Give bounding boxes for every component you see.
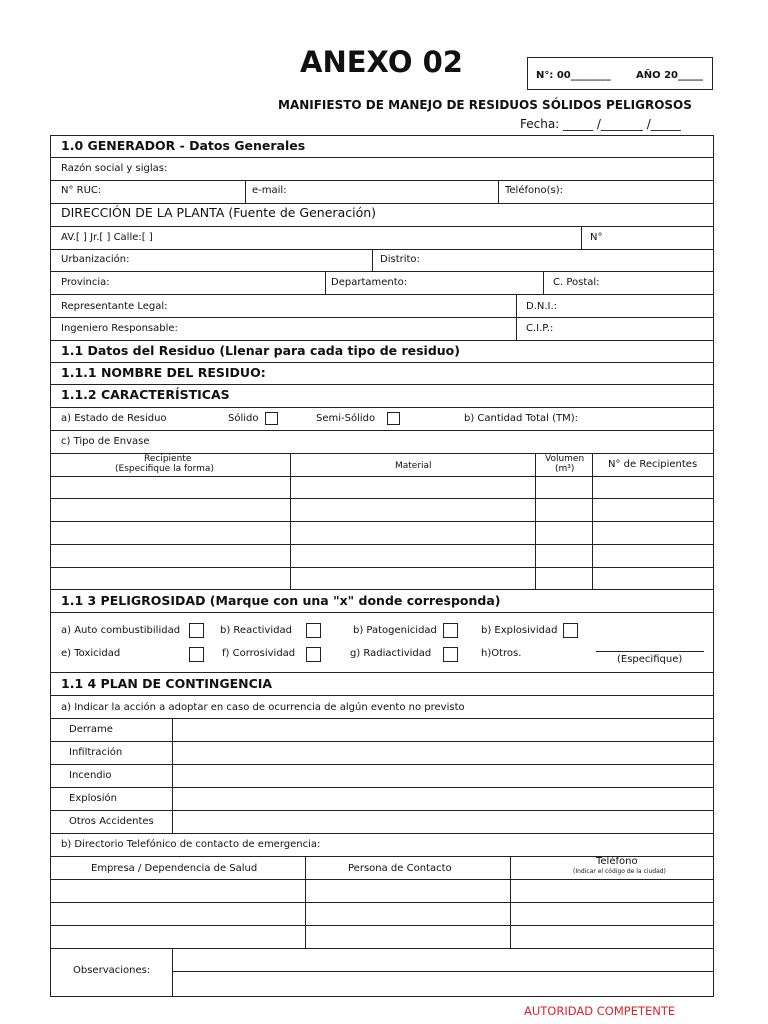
col-divider	[172, 948, 173, 997]
evento-infiltracion-field[interactable]	[174, 742, 712, 763]
postal-field[interactable]	[600, 272, 712, 293]
contacto-table-cell[interactable]	[52, 881, 303, 901]
col-header-telefono: Teléfono	[596, 856, 638, 867]
evento-otros-label: Otros Accidentes	[69, 816, 154, 827]
directorio-label: b) Directorio Telefónico de contacto de emergencia:	[61, 839, 321, 850]
provincia-field[interactable]	[110, 272, 323, 293]
departamento-label: Departamento:	[331, 277, 408, 288]
col-header-empresa: Empresa / Dependencia de Salud	[91, 863, 258, 874]
accion-label: a) Indicar la acción a adoptar en caso de ocurrencia de algún evento no previsto	[61, 702, 465, 713]
evento-derrame-label: Derrame	[69, 724, 113, 735]
estado-residuo-label: a) Estado de Residuo	[61, 413, 167, 424]
auto-combustibilidad-label: a) Auto combustibilidad	[61, 625, 181, 636]
col-divider	[510, 856, 511, 948]
auto-combustibilidad-checkbox[interactable]	[189, 623, 204, 638]
row-divider	[50, 362, 714, 363]
evento-explosion-label: Explosión	[69, 793, 117, 804]
row-divider	[50, 879, 714, 880]
row-divider	[50, 476, 714, 477]
nombre-residuo-field[interactable]	[285, 364, 712, 383]
evento-incendio-field[interactable]	[174, 765, 712, 786]
col-header-volumen-unit: (m³)	[555, 464, 575, 474]
col-header-persona: Persona de Contacto	[348, 863, 452, 874]
observaciones-field[interactable]	[174, 950, 712, 995]
corrosividad-checkbox[interactable]	[306, 647, 321, 662]
col-divider	[516, 294, 517, 340]
envase-table-cell[interactable]	[52, 478, 288, 497]
row-divider	[50, 567, 714, 568]
radiactividad-checkbox[interactable]	[443, 647, 458, 662]
cip-label: C.I.P.:	[526, 323, 554, 334]
peligrosidad-heading: 1.1 3 PELIGROSIDAD (Marque con una "x" donde corresponda)	[61, 593, 501, 608]
evento-incendio-label: Incendio	[69, 770, 112, 781]
representante-field[interactable]	[165, 295, 514, 316]
urbanizacion-field[interactable]	[130, 250, 370, 270]
corrosividad-label: f) Corrosividad	[222, 648, 296, 659]
direccion-heading: DIRECCIÓN DE LA PLANTA (Fuente de Generación)	[61, 205, 377, 220]
evento-derrame-field[interactable]	[174, 719, 712, 740]
row-divider	[50, 430, 714, 431]
row-divider	[50, 226, 714, 227]
row-divider	[50, 833, 714, 834]
semisolido-label: Semi-Sólido	[316, 413, 376, 424]
departamento-field[interactable]	[405, 272, 541, 293]
av-jr-calle-field[interactable]: AV.[ ] Jr.[ ] Calle:[ ]	[61, 232, 153, 243]
document-subtitle: MANIFIESTO DE MANEJO DE RESIDUOS SÓLIDOS PELIGROSOS	[278, 98, 692, 112]
telefonos-label: Teléfono(s):	[505, 185, 563, 196]
distrito-label: Distrito:	[380, 254, 420, 265]
numero-label: N°	[590, 232, 603, 243]
row-divider	[50, 925, 714, 926]
nombre-residuo-heading: 1.1.1 NOMBRE DEL RESIDUO:	[61, 365, 266, 380]
ruc-field[interactable]	[105, 181, 243, 202]
section-residuo-heading: 1.1 Datos del Residuo (Llenar para cada tipo de residuo)	[61, 343, 460, 358]
dni-field[interactable]	[560, 295, 712, 316]
ingeniero-label: Ingeniero Responsable:	[61, 323, 178, 334]
col-divider	[535, 453, 536, 589]
col-divider	[325, 271, 326, 294]
solido-checkbox[interactable]	[265, 412, 278, 425]
dni-label: D.N.I.:	[526, 301, 558, 312]
row-divider	[50, 695, 714, 696]
row-divider	[50, 948, 714, 949]
envase-table-cell[interactable]	[52, 500, 288, 519]
col-header-recipiente-note: (Especifique la forma)	[115, 464, 214, 474]
row-divider	[50, 612, 714, 613]
envase-table-cell[interactable]	[52, 569, 288, 588]
patogenicidad-checkbox[interactable]	[443, 623, 458, 638]
ingeniero-field[interactable]	[180, 318, 514, 339]
email-field[interactable]	[290, 181, 496, 202]
col-divider	[305, 856, 306, 948]
col-divider	[498, 180, 499, 203]
row-divider	[50, 384, 714, 385]
ruc-label: N° RUC:	[61, 185, 102, 196]
caracteristicas-heading: 1.1.2 CARACTERÍSTICAS	[61, 387, 230, 402]
observaciones-label: Observaciones:	[73, 965, 151, 976]
toxicidad-checkbox[interactable]	[189, 647, 204, 662]
col-divider	[543, 271, 544, 294]
especifique-label: (Especifique)	[617, 654, 683, 665]
autoridad-competente-label: AUTORIDAD COMPETENTE	[524, 1004, 676, 1018]
contacto-table-cell[interactable]	[52, 927, 303, 947]
date-field[interactable]: Fecha: _____ /_______ /_____	[520, 117, 681, 131]
explosividad-label: b) Explosividad	[481, 625, 558, 636]
envase-table-cell[interactable]	[52, 546, 288, 565]
row-divider	[50, 544, 714, 545]
row-divider	[50, 902, 714, 903]
row-divider	[50, 521, 714, 522]
patogenicidad-label: b) Patogenicidad	[353, 625, 437, 636]
col-header-recipiente: Recipiente	[144, 454, 192, 464]
razon-social-field[interactable]	[170, 158, 710, 179]
semisolido-checkbox[interactable]	[387, 412, 400, 425]
reactividad-label: b) Reactividad	[220, 625, 292, 636]
distrito-field[interactable]	[420, 250, 710, 270]
cantidad-total-label: b) Cantidad Total (TM):	[464, 413, 579, 424]
otros-specify-field[interactable]	[596, 637, 704, 650]
col-divider	[172, 718, 173, 833]
provincia-label: Provincia:	[61, 277, 110, 288]
row-divider	[50, 407, 714, 408]
contacto-table-cell[interactable]	[52, 904, 303, 924]
col-divider	[581, 226, 582, 249]
solido-label: Sólido	[228, 413, 259, 424]
col-header-volumen: Volumen	[545, 454, 585, 464]
envase-table-cell[interactable]	[52, 523, 288, 542]
col-divider	[592, 453, 593, 589]
razon-social-label: Razón social y siglas:	[61, 163, 168, 174]
radiactividad-label: g) Radiactividad	[350, 648, 432, 659]
year-field[interactable]: AÑO 20_____	[636, 70, 704, 81]
evento-otros-field[interactable]	[174, 811, 712, 832]
col-divider	[290, 453, 291, 589]
otros-label: h)Otros.	[481, 648, 522, 659]
document-number-field[interactable]: N°: 00________	[536, 70, 611, 81]
row-divider	[50, 340, 714, 341]
representante-label: Representante Legal:	[61, 301, 168, 312]
row-divider	[50, 498, 714, 499]
explosividad-checkbox[interactable]	[563, 623, 578, 638]
email-label: e-mail:	[252, 185, 287, 196]
col-header-material: Material	[395, 461, 432, 471]
evento-infiltracion-label: Infiltración	[69, 747, 123, 758]
reactividad-checkbox[interactable]	[306, 623, 321, 638]
postal-label: C. Postal:	[553, 277, 600, 288]
row-divider	[50, 672, 714, 673]
cantidad-total-field[interactable]	[580, 409, 710, 429]
col-divider	[372, 249, 373, 271]
evento-explosion-field[interactable]	[174, 788, 712, 809]
col-header-telefono-note: (Indicar el código de la ciudad)	[573, 868, 666, 875]
col-header-num-recipientes: N° de Recipientes	[608, 459, 698, 470]
telefonos-field[interactable]	[568, 181, 712, 202]
urbanizacion-label: Urbanización:	[61, 254, 130, 265]
contingencia-heading: 1.1 4 PLAN DE CONTINGENCIA	[61, 676, 273, 691]
toxicidad-label: e) Toxicidad	[61, 648, 121, 659]
tipo-envase-label: c) Tipo de Envase	[61, 436, 150, 447]
col-divider	[245, 180, 246, 203]
row-divider	[50, 589, 714, 590]
otros-specify-line	[596, 651, 704, 652]
cip-field[interactable]	[560, 318, 712, 339]
row-divider	[50, 203, 714, 204]
page-title: ANEXO 02	[300, 45, 463, 79]
section-generador-heading: 1.0 GENERADOR - Datos Generales	[61, 138, 306, 153]
